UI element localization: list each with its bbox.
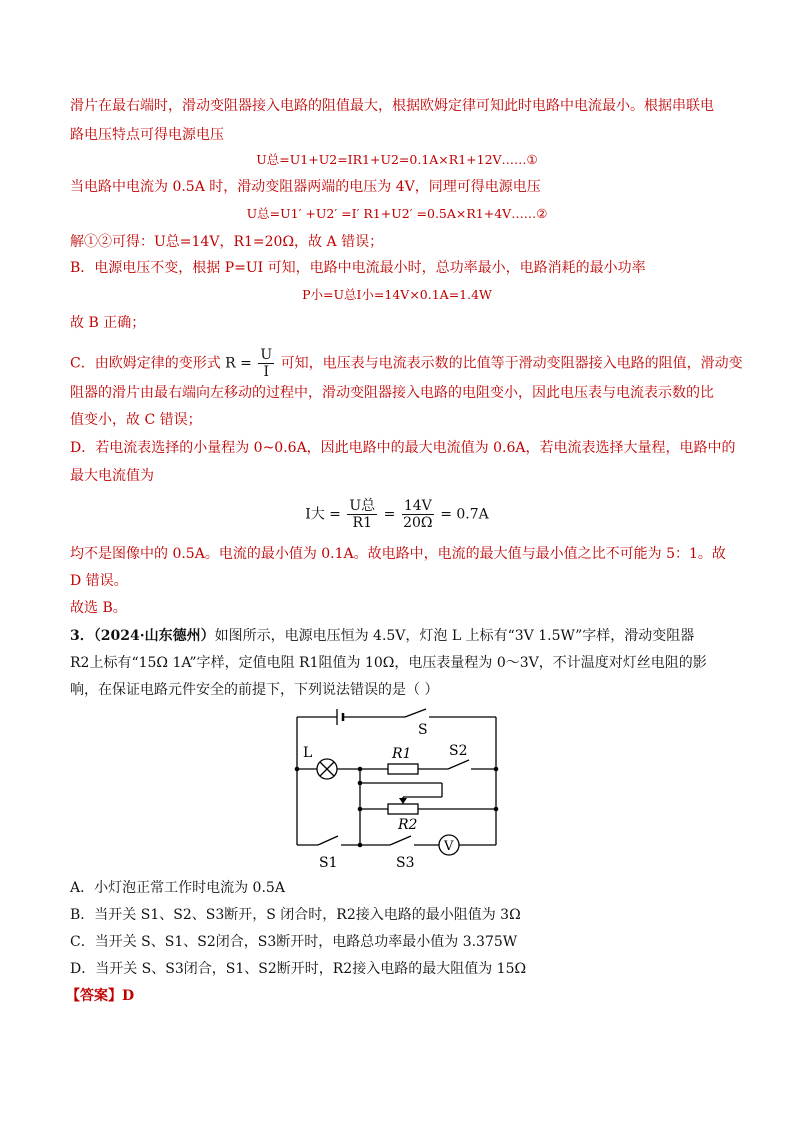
question-number: 3．	[70, 628, 94, 644]
option-d-analysis: D．若电流表选择的小量程为 0~0.6A，因此电路中的最大电流值为 0.6A，若电流表选择大量程，电路中的	[70, 440, 736, 456]
question-source: （2024·山东德州）	[93, 628, 215, 644]
question-text-1: 如图所示，电源电压恒为 4.5V，灯泡 L 上标有“3V 1.5W”字样，滑动变阻器	[214, 628, 695, 644]
option-d: D．当开关 S、S3闭合，S1、S2断开时，R2接入电路的最大阻值为 15Ω	[70, 961, 527, 977]
option-b-analysis: B．电源电压不变，根据 P=UI 可知，电路中电流最小时，总功率最小，电路消耗的最小功率	[70, 260, 646, 276]
option-b: B．当开关 S1、S2、S3断开，S 闭合时，R2接入电路的最小阻值为 3Ω	[70, 907, 521, 923]
label-v: V	[444, 839, 454, 854]
eq4-denominator-2: 20Ω	[403, 515, 433, 531]
solution-line: 故 B 正确；	[70, 315, 146, 331]
c-prefix: C．由欧姆定律的变形式	[70, 355, 221, 372]
answer-label: 【答案】D	[66, 988, 135, 1004]
eq4-numerator-2: 14V	[403, 498, 432, 514]
rheostat-r2	[388, 804, 418, 814]
c-line-1: 可知，电压表与电流表示数的比值等于滑动变阻器接入电路的阻值，滑动变	[280, 355, 743, 372]
equation-1: U总=U1+U2=IR1+U2=0.1A×R1+12V……①	[256, 152, 538, 167]
solution-line: 解①②可得：U总=14V，R1=20Ω，故 A 错误；	[70, 234, 384, 250]
formula-numerator: U	[260, 347, 273, 363]
solution-line: 最大电流值为	[70, 468, 154, 484]
label-s: S	[418, 722, 428, 738]
switch-s2-blade	[448, 760, 469, 769]
label-s3: S3	[396, 855, 415, 871]
eq4-numerator-1: U总	[349, 498, 376, 514]
eq4-fraction-1	[347, 498, 377, 531]
switch-s3-blade	[390, 836, 411, 845]
solution-line: 值变小，故 C 错误；	[70, 412, 202, 428]
eq4-lhs: I大 =	[305, 506, 341, 523]
label-r2: R2	[398, 817, 418, 833]
formula-lhs: R =	[225, 355, 252, 372]
eq4-fraction-2	[402, 498, 434, 531]
equation-4	[0, 498, 794, 531]
question-line-2: R2上标有“15Ω 1A”字样，定值电阻 R1阻值为 10Ω，电压表量程为 0～3V，不计温度对灯丝电阻的影	[70, 655, 707, 671]
option-a: A．小灯泡正常工作时电流为 0.5A	[70, 880, 285, 896]
label-r1: R1	[392, 746, 412, 762]
label-l: L	[303, 745, 313, 761]
option-c-analysis	[70, 347, 743, 380]
equation-3: P小=U总I小=14V×0.1A=1.4W	[302, 287, 492, 302]
solution-line: D 错误。	[70, 573, 128, 589]
solution-line: 滑片在最右端时，滑动变阻器接入电路的阻值最大，根据欧姆定律可知此时电路中电流最小。根据串联电	[70, 98, 714, 114]
switch-s1-blade	[318, 836, 338, 845]
circuit-diagram	[280, 705, 520, 875]
eq4-mid: =	[383, 506, 396, 523]
rheostat-arrow-icon	[399, 798, 407, 804]
option-c: C．当开关 S、S1、S2闭合，S3断开时，电路总功率最小值为 3.375W	[70, 934, 518, 950]
solution-line: 路电压特点可得电源电压	[70, 127, 224, 143]
eq4-denominator-1: R1	[352, 515, 372, 531]
resistor-r1	[388, 764, 418, 774]
label-s2: S2	[449, 743, 468, 759]
label-s1: S1	[319, 855, 338, 871]
question-line-1	[70, 626, 724, 646]
solution-line: 均不是图像中的 0.5A。电流的最小值为 0.1A。故电路中，电流的最大值与最小值之比不可能为 5：1。故	[70, 546, 726, 562]
formula-denominator: I	[263, 364, 270, 380]
eq4-rhs: = 0.7A	[440, 506, 489, 523]
switch-s-blade	[405, 709, 426, 717]
solution-line: 阻器的滑片由最右端向左移动的过程中，滑动变阻器接入电路的电阻变小，因此电压表与电流表示数的比	[70, 385, 714, 401]
solution-line: 当电路中电流为 0.5A 时，滑动变阻器两端的电压为 4V，同理可得电源电压	[70, 179, 541, 195]
equation-2: U总=U1′ +U2′ =I′ R1+U2′ =0.5A×R1+4V……②	[246, 206, 548, 221]
final-choice: 故选 B。	[70, 600, 127, 616]
formula-fraction	[258, 347, 274, 380]
question-line-3: 响，在保证电路元件安全的前提下，下列说法错误的是（ ）	[70, 682, 439, 698]
